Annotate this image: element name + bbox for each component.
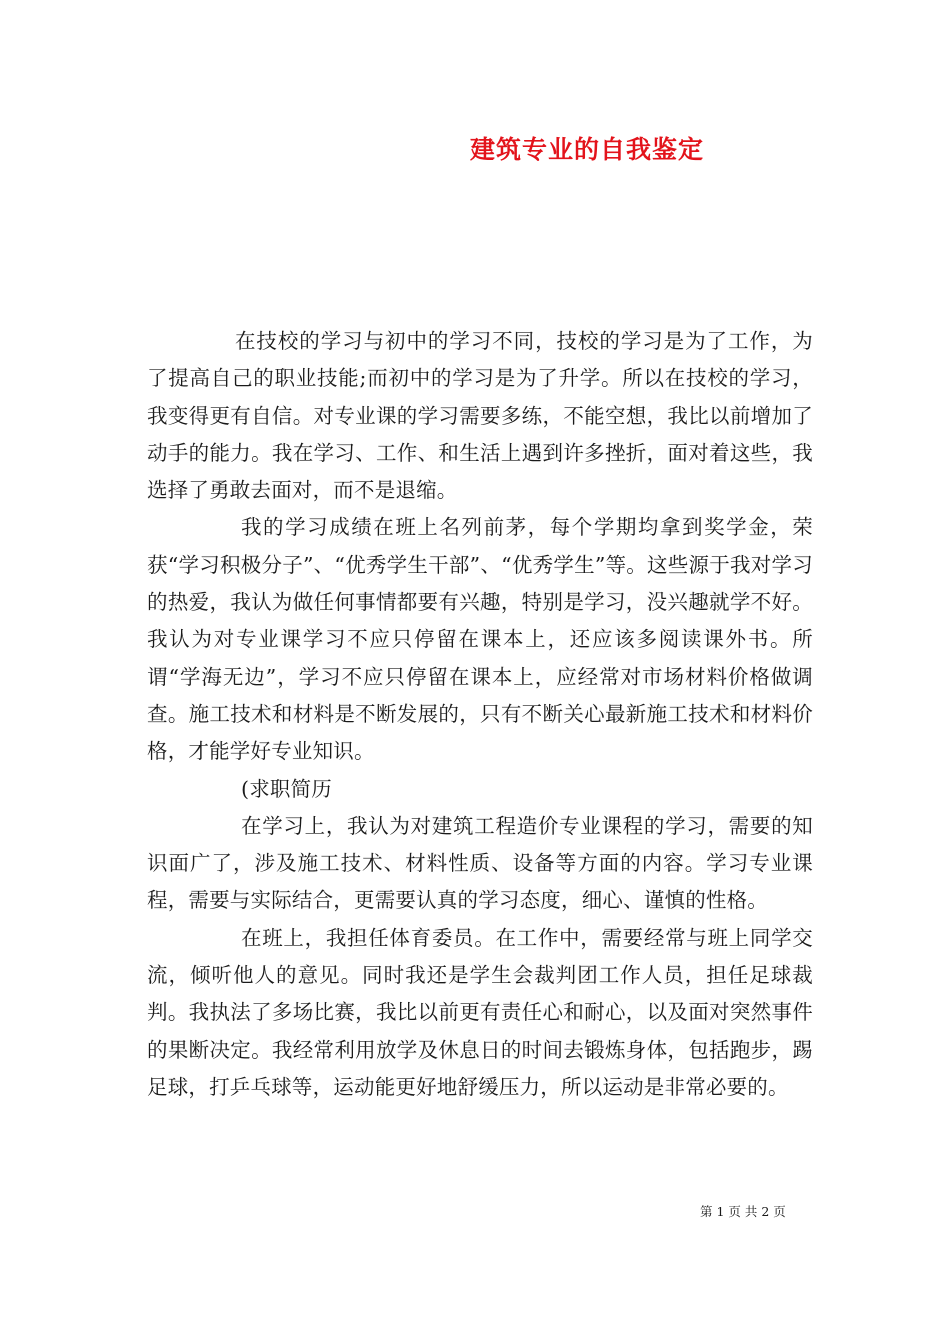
paragraph-4: 在班上，我担任体育委员。在工作中，需要经常与班上同学交流，倾听他人的意见。同时我还是学生会裁判团工作人员，担任足球裁判。我执法了多场比赛，我比以前更有责任心和耐心，以及面对突然事件的果断决定。我经常利用放学及休息日的时间去锻炼身体，包括跑步，踢足球，打乒乓球等，运动能更好地舒缓压力，所以运动是非常必要的。 — [147, 925, 813, 1099]
paragraph-3: 在学习上，我认为对建筑工程造价专业课程的学习，需要的知识面广了，涉及施工技术、材料性质、设备等方面的内容。学习专业课程，需要与实际结合，更需要认真的学习态度，细心、谨慎的性格。 — [147, 813, 813, 913]
document-body — [147, 323, 813, 1106]
paragraph-2: 我的学习成绩在班上名列前茅，每个学期均拿到奖学金，荣获“学习积极分子”、“优秀学生干部”、“优秀学生”等。这些源于我对学习的热爱，我认为做任何事情都要有兴趣，特别是学习，没兴趣就学不好。我认为对专业课学习不应只停留在课本上，还应该多阅读课外书。所谓“学海无边”，学习不应只停留在课本上，应经常对市场材料价格做调查。施工技术和材料是不断发展的，只有不断关心最新施工技术和材料价格，才能学好专业知识。 — [147, 515, 813, 764]
paragraph-note: (求职简历 — [241, 776, 332, 801]
paragraph-1: 在技校的学习与初中的学习不同，技校的学习是为了工作，为了提高自己的职业技能;而初中的学习是为了升学。所以在技校的学习，我变得更有自信。对专业课的学习需要多练，不能空想，我比以前增加了动手的能力。我在学习、工作、和生活上遇到许多挫折，面对着这些，我选择了勇敢去面对，而不是退缩。 — [147, 329, 813, 503]
document-title: 建筑专业的自我鉴定 — [470, 135, 705, 164]
page-footer: 第 1 页 共 2 页 — [700, 1204, 786, 1219]
